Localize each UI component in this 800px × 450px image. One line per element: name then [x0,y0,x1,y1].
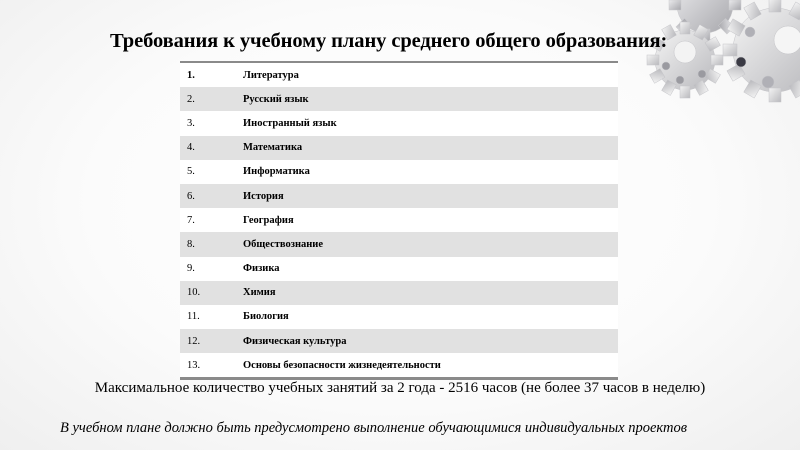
row-number: 8. [187,238,195,250]
row-number: 2. [187,93,195,105]
table-row [180,160,618,184]
table-row [180,208,618,232]
subject-name: Информатика [243,166,310,178]
row-number: 1. [187,69,195,81]
subject-name: История [243,190,284,202]
table-row [180,184,618,208]
subject-name: Физическая культура [243,335,347,347]
subjects-table [180,61,618,380]
table-row [180,63,618,87]
row-number: 9. [187,263,195,275]
row-number: 7. [187,214,195,226]
row-number: 5. [187,166,195,178]
table-row [180,305,618,329]
gears-icon [600,0,800,110]
table-row [180,111,618,135]
max-hours-note: Максимальное количество учебных занятий за 2 года - 2516 часов (не более 37 часов в неделю) [94,380,706,396]
table-row [180,257,618,281]
subject-name: Основы безопасности жизнедеятельности [243,359,441,371]
row-number: 4. [187,142,195,154]
subject-name: География [243,214,294,226]
table-row [180,329,618,353]
table-row [180,136,618,160]
subject-name: Химия [243,287,276,299]
row-number: 11. [187,311,200,323]
row-number: 12. [187,335,201,347]
subject-name: Математика [243,142,303,154]
table-row [180,87,618,111]
table-row [180,232,618,256]
subject-name: Биология [243,311,289,323]
subject-name: Обществознание [243,238,324,250]
subject-name: Иностранный язык [243,117,337,129]
row-number: 3. [187,117,195,129]
projects-note: В учебном плане должно быть предусмотрено выполнение обучающимися индивидуальных проектов [60,420,688,436]
row-number: 6. [187,190,195,202]
table-row [180,353,618,377]
row-number: 10. [187,287,201,299]
title-text: Требования к учебному плану среднего общего образования: [110,30,668,52]
subject-name: Литература [243,69,299,81]
subject-name: Физика [243,263,280,275]
row-number: 13. [187,359,201,371]
subject-name: Русский язык [243,93,309,105]
table-row [180,281,618,305]
